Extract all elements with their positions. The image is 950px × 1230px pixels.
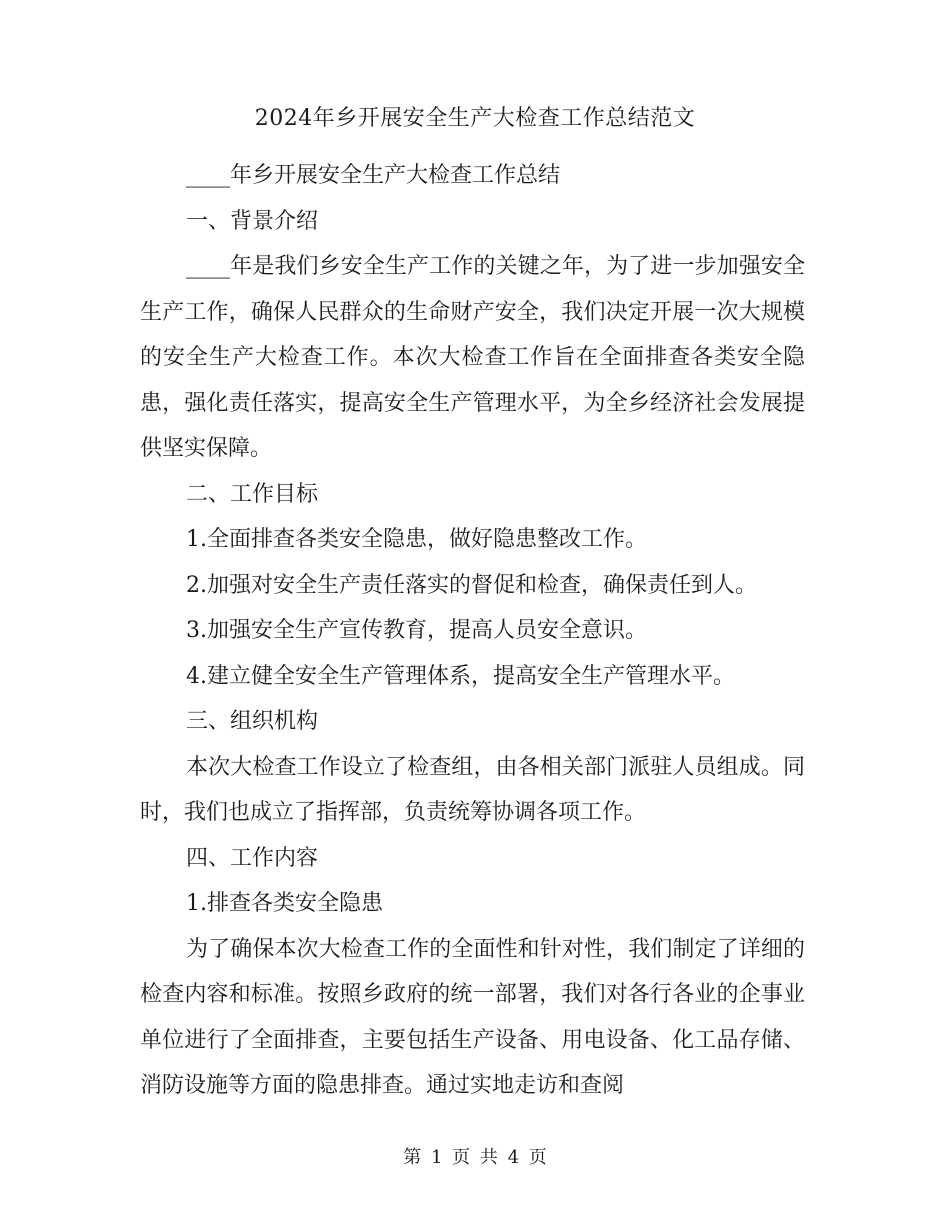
goal-item-1: 1.全面排查各类安全隐患，做好隐患整改工作。	[186, 527, 647, 552]
heading-goals: 二、工作目标	[186, 481, 319, 507]
goal-item-2: 2.加强对安全生产责任落实的督促和检查，确保责任到人。	[186, 572, 757, 598]
goal-item-4: 4.建立健全安全生产管理体系，提高安全生产管理水平。	[186, 663, 735, 689]
paragraph-organization: 本次大检查工作设立了检查组，由各相关部门派驻人员组成。同时，我们也成立了指挥部，负责统筹协调各项工作。	[140, 754, 805, 825]
document-body	[140, 153, 805, 1109]
heading-background: 一、背景介绍	[186, 208, 319, 234]
paragraph-background: ____年是我们乡安全生产工作的关键之年，为了进一步加强安全生产工作，确保人民群众的生命财产安全，我们决定开展一次大规模的安全生产大检查工作。本次大检查工作旨在全面排查各类安全隐患，强化责任落实，提高安全生产管理水平，为全乡经济社会发展提供坚实保障。	[140, 254, 805, 461]
document-title: 2024年乡开展安全生产大检查工作总结范文	[254, 106, 696, 131]
page-footer: 第 1 页 共 4 页	[403, 1147, 547, 1168]
heading-organization: 三、组织机构	[186, 709, 319, 734]
paragraph-content-1: 为了确保本次大检查工作的全面性和针对性，我们制定了详细的检查内容和标准。按照乡政府的统一部署，我们对各行各业的企事业单位进行了全面排查，主要包括生产设备、用电设备、化工品存储、消防设施等方面的隐患排查。通过实地走访和查阅	[140, 936, 805, 1098]
goal-item-3: 3.加强安全生产宣传教育，提高人员安全意识。	[186, 618, 647, 643]
content-item-1-heading: 1.排查各类安全隐患	[186, 891, 383, 916]
heading-content: 四、工作内容	[186, 845, 319, 871]
paragraph-subtitle: ____年乡开展安全生产大检查工作总结	[186, 163, 561, 188]
